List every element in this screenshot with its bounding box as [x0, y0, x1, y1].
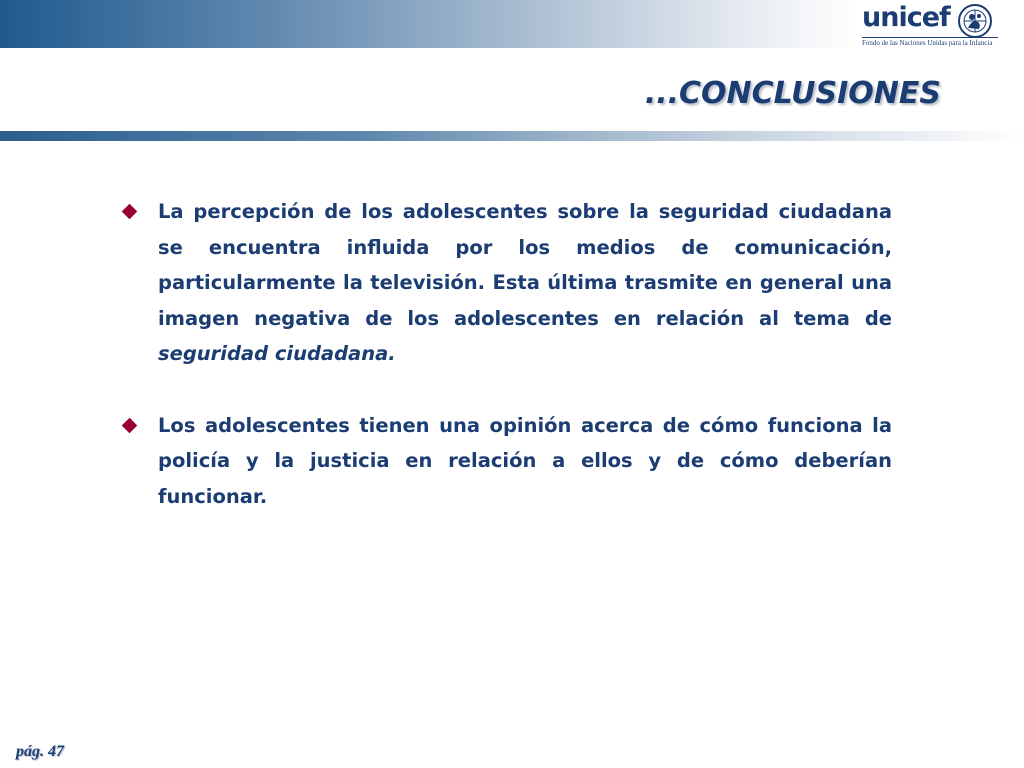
logo-wordmark: unicef: [862, 2, 950, 33]
bullet-text: [158, 408, 892, 515]
bullet-list: [120, 194, 892, 550]
bullet-item: [120, 194, 892, 372]
bullet-item: [120, 408, 892, 515]
header-gradient-band: [0, 0, 860, 48]
logo-divider: [862, 37, 998, 38]
unicef-logo: [862, 2, 1002, 48]
diamond-bullet-icon: [122, 417, 138, 433]
bullet-text-emphasis: seguridad ciudadana.: [158, 342, 396, 365]
un-emblem-icon: [957, 3, 993, 39]
bullet-text-body: La percepción de los adolescentes sobre la seguridad ciudadana se encuentra influida por los medios de comunicación, particularmente la televisión. Esta última trasmite en general una imagen negativa de los adolescentes en relación al tema de: [158, 200, 892, 330]
title-rule-band: [0, 131, 1024, 141]
bullet-text: [158, 194, 892, 372]
page-number: pág. 47: [16, 743, 64, 760]
bullet-text-body: Los adolescentes tienen una opinión acerca de cómo funciona la policía y la justicia en relación a ellos y de cómo deberían funcionar.: [158, 413, 892, 508]
slide-title: ...CONCLUSIONES: [644, 76, 941, 111]
logo-tagline: Fondo de las Naciones Unidas para la Infancia: [862, 39, 993, 47]
diamond-bullet-icon: [122, 204, 138, 220]
